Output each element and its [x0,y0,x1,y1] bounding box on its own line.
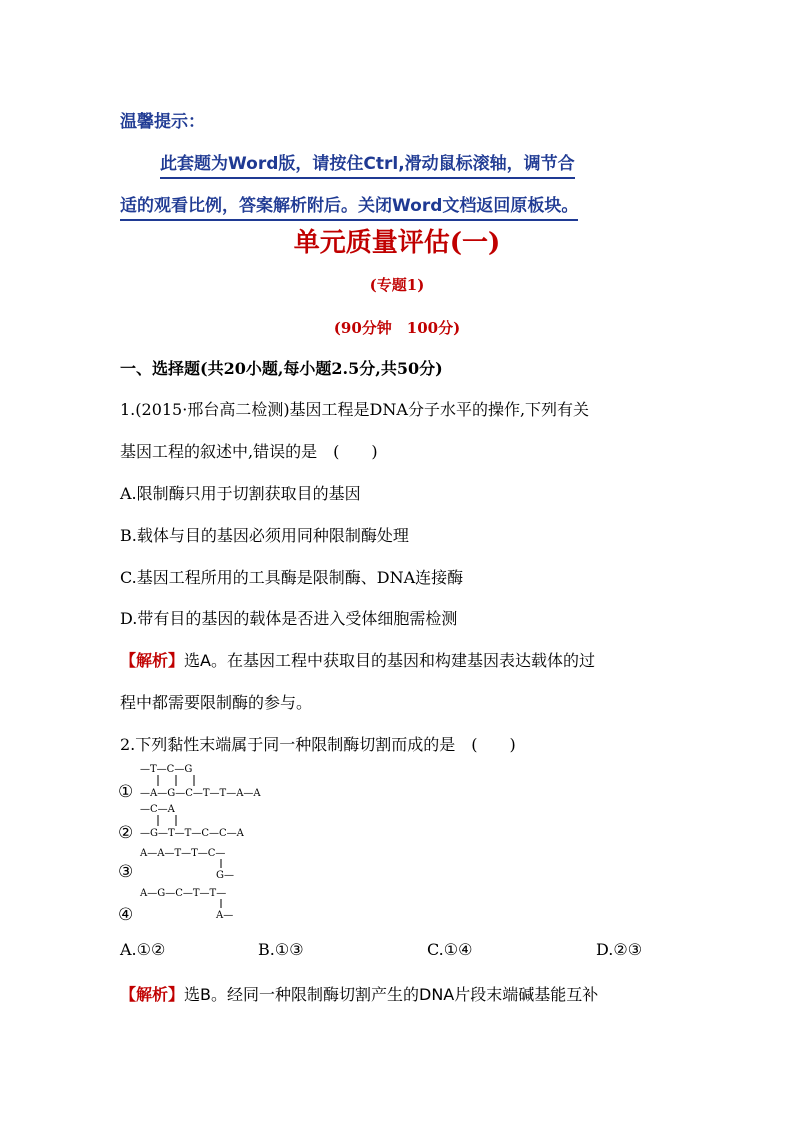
tip-title: 温馨提示： [120,112,205,132]
q1-option-d: D.带有目的基因的载体是否进入受体细胞需检测 [120,609,458,628]
q2-answer-line1 [120,982,598,1005]
q1-stem-line1: 1.(2015·邢台高二检测)基因工程是DNA分子水平的操作,下列有关 [120,400,590,419]
figure-label-1: ① [118,782,134,802]
q2-answer-text: 选B。经同一种限制酶切割产生的DNA片段末端碱基能互补 [184,985,599,1004]
strand2-top: —C—A [140,804,175,815]
tip-line-1: 此套题为Word版，请按住Ctrl,滑动鼠标滚轴，调节合 [160,149,575,179]
q1-answer-tag: 【解析】 [120,651,185,670]
strand4-top: A—G—C—T—T— [140,888,227,899]
q2-stem: 2.下列黏性末端属于同一种限制酶切割而成的是 ( ) [120,735,516,754]
document-title: 单元质量评估(一) [293,228,501,258]
strand3-bottom: G— [216,870,234,881]
figure-label-3: ③ [118,862,134,882]
strand1-top: —T—C—G [140,764,193,775]
strand4-bottom: A— [216,910,234,921]
q1-answer-line1 [120,648,595,671]
q1-answer-line2: 程中都需要限制酶的参与。 [120,693,313,712]
section-heading: 一、选择题(共20小题,每小题2.5分,共50分) [120,359,443,378]
strand2-bottom: —G—T—T—C—C—A [140,828,244,839]
document-subtitle: (专题1) [369,276,425,294]
strand1-bottom: —A—G—C—T—T—A—A [140,788,261,799]
q1-option-b: B.载体与目的基因必须用同种限制酶处理 [120,526,409,545]
q1-option-a: A.限制酶只用于切割获取目的基因 [120,484,361,503]
q1-stem-line2: 基因工程的叙述中,错误的是 ( ) [120,442,378,461]
q2-answer-tag: 【解析】 [120,985,185,1004]
sticky-ends-figure [118,758,418,928]
strand3-top: A—A—T—T—C— [140,848,226,859]
figure-label-2: ② [118,823,134,843]
q2-option-b: B.①③ [258,940,304,959]
q2-option-c: C.①④ [427,940,473,959]
q2-option-d: D.②③ [596,940,643,959]
time-score: (90分钟 100分) [333,319,461,337]
figure-label-4: ④ [118,905,134,925]
q1-option-c: C.基因工程所用的工具酶是限制酶、DNA连接酶 [120,568,464,587]
q1-answer-text: 选A。在基因工程中获取目的基因和构建基因表达载体的过 [184,651,595,670]
q2-option-a: A.①② [120,940,166,959]
tip-line-2: 适的观看比例，答案解析附后。关闭Word文档返回原板块。 [120,191,578,221]
